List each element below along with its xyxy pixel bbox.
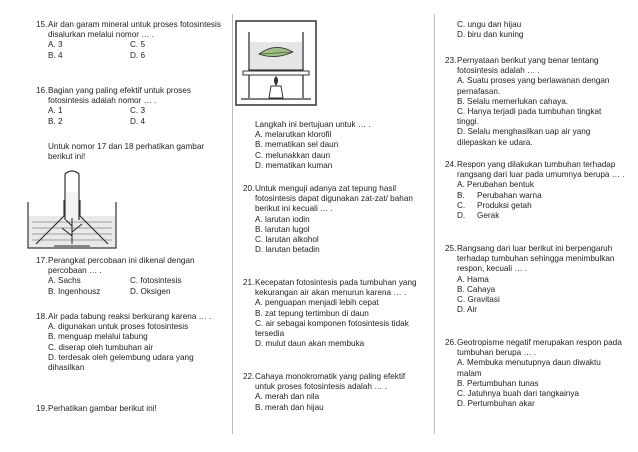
question-26: 26. Geotropisme negatif merupakan respon pada tumbuhan berupa … . A. Membuka menutupnya daun diwaktu malam B. Pertumbuhan tunas C. Jatuhnya buah dari tangkainya D. Pertumbuhan akar [445, 338, 625, 409]
question-23: 23. Pernyataan berikut yang benar tentang fotosintesis adalah … . A. Suatu proses yang berlawanan dengan pernafasan. B. Selalu memerlukan cahaya. C. Hanya terjadi pada tumbuhan tingkat tinggi. D. Selalu menghasilkan uap air yang dilepaskan ke udara. [445, 56, 625, 148]
column-divider [232, 14, 233, 434]
option-d: D. mulut daun akan membuka [255, 339, 365, 349]
option-b: B. Cahaya [457, 284, 496, 294]
question-text: Respon yang dilakukan tumbuhan terhadap rangsang dari luar pada umumnya berupa … . [457, 160, 625, 180]
question-18: 18. Air pada tabung reaksi berkurang karena … . A. digunakan untuk proses fotosintesis B. menguap melalui tabung C. diserap oleh tumbuhan air D. terdesak oleh gelembung udara yang dihasilkan [36, 312, 222, 373]
option-c: C. 3 [130, 106, 146, 116]
option-a: A. merah dan nila [255, 392, 320, 402]
question-text: Untuk menguji adanya zat tepung hasil fotosintesis dapat digunakan zat-zat/ bahan berikut ini kecuali … . [255, 184, 413, 214]
leaf-boiling-figure [235, 20, 317, 106]
option-c: C. Jatuhnya buah dari tangkainya [457, 389, 579, 399]
option-b: B. Selalu memerlukan cahaya. [457, 96, 569, 106]
option-a: A. penguapan menjadi lebih cepat [255, 298, 379, 308]
option-d: D. 4 [130, 116, 146, 126]
option-b: B. 4 [48, 50, 63, 60]
option-c: C. larutan alkohol [255, 235, 319, 245]
question-16: 16. Bagian yang paling efektif untuk proses fotosintesis adalah nomor … . A. 1 C. 3 B. 2 D. 4 [36, 86, 222, 127]
option-c: C. air sebagai komponen fotosintesis tidak tersedia [255, 318, 409, 339]
option-c: C. Produksi getah [457, 200, 532, 210]
option-b: B. 2 [48, 116, 63, 126]
option-c: C. melunakkan daun [255, 150, 331, 160]
option-d: D. larutan betadin [255, 245, 320, 255]
option-b: B. menguap melalui tabung [48, 332, 148, 342]
ingenhousz-experiment-figure [24, 170, 120, 252]
option-a: A. Hama [457, 274, 489, 284]
question-19-continued [243, 120, 427, 171]
option-c: C. diserap oleh tumbuhan air [48, 342, 154, 352]
question-text: Perangkat percobaan ini dikenal dengan percobaan … . [48, 256, 195, 276]
question-text: Pernyataan berikut yang benar tentang fotosintesis adalah … . [457, 56, 599, 76]
question-text: Air pada tabung reaksi berkurang karena … . [48, 312, 212, 321]
option-b: B. Ingenhousz [48, 286, 101, 296]
option-d: D. Gerak [457, 211, 500, 221]
question-25: 25. Rangsang dari luar berikut ini berpengaruh terhadap tumbuhan sehingga menimbulkan respon, kecuali … . A. Hama B. Cahaya C. Gravitasi D. Air [445, 244, 625, 315]
option-b: B. merah dan hijau [255, 402, 324, 412]
option-b: B. zat tepung tertimbun di daun [255, 308, 369, 318]
option-d: D. terdesak oleh gelembung udara yang dihasilkan [48, 352, 194, 373]
question-text: Air dan garam mineral untuk proses fotosintesis disalurkan melalui nomor … . [48, 20, 221, 40]
option-c: C. fotosintesis [130, 276, 182, 286]
option-c: C. ungu dan hijau [457, 20, 522, 29]
question-text: Perhatikan gambar berikut ini! [48, 404, 157, 413]
question-text: Kecepatan fotosintesis pada tumbuhan yang kekurangan air akan menurun karena … . [255, 278, 417, 298]
question-19: 19. Perhatikan gambar berikut ini! [36, 404, 157, 413]
option-d: D. Air [457, 305, 478, 315]
option-c: C. Gravitasi [457, 295, 500, 305]
option-a: A. 3 [48, 40, 63, 50]
option-a: A. digunakan untuk proses fotosintesis [48, 322, 189, 332]
option-b: B. Perubahan warna [457, 190, 542, 200]
option-a: A. Sachs [48, 276, 81, 286]
option-a: A. melarutkan klorofil [255, 130, 332, 140]
option-b: B. Pertumbuhan tunas [457, 378, 539, 388]
option-a: A. larutan iodin [255, 214, 310, 224]
option-a: A. 1 [48, 106, 63, 116]
option-b: B. mematikan sel daun [255, 140, 339, 150]
question-17: 17. Perangkat percobaan ini dikenal dengan percobaan … . A. Sachs C. fotosintesis B. Ingenhousz D. Oksigen [36, 256, 222, 297]
question-text: Bagian yang paling efektif untuk proses fotosintesis adalah nomor … . [48, 86, 191, 106]
question-22-continued [445, 20, 625, 40]
question-22: 22. Cahaya monokromatik yang paling efektif untuk proses fotosintesis adalah … . A. merah dan nila B. merah dan hijau [243, 372, 427, 413]
question-text: Rangsang dari luar berikut ini berpengaruh terhadap tumbuhan sehingga menimbulkan respon, kecuali … . [457, 244, 615, 274]
question-text: Geotropisme negatif merupakan respon pada tumbuhan berupa … . [457, 338, 622, 358]
question-15: 15. Air dan garam mineral untuk proses fotosintesis disalurkan melalui nomor … . A. 3 C. 5 B. 4 D. 6 [36, 20, 221, 60]
option-d: D. Oksigen [130, 286, 171, 296]
column-divider [434, 14, 435, 434]
option-d: D. biru dan kuning [457, 30, 524, 40]
option-b: B. larutan lugol [255, 224, 310, 234]
option-c: C. 5 [130, 40, 146, 50]
option-d: D. Selalu menghasilkan uap air yang dilepaskan ke udara. [457, 127, 591, 147]
option-a: A. Suatu proses yang berlawanan dengan pernafasan. [457, 76, 610, 96]
option-d: D. mematikan kuman [255, 160, 333, 170]
question-text: Cahaya monokromatik yang paling efektif untuk proses fotosintesis adalah … . [255, 372, 406, 392]
question-21: 21. Kecepatan fotosintesis pada tumbuhan yang kekurangan air akan menurun karena … . A. penguapan menjadi lebih cepat B. zat tepung tertimbun di daun C. air sebagai komponen fotosintesis tidak tersedia D. mulut daun akan membuka [243, 278, 427, 349]
question-20: 20. Untuk menguji adanya zat tepung hasil fotosintesis dapat digunakan zat-zat/ bahan berikut ini kecuali … . A. larutan iodin B. larutan lugol C. larutan alkohol D. larutan betadin [243, 184, 427, 255]
option-c: C. Hanya terjadi pada tumbuhan tingkat tinggi. [457, 107, 602, 127]
option-a: A. Perubahan bentuk [457, 180, 534, 190]
option-a: A. Membuka menutupnya daun diwaktu malam [457, 358, 601, 378]
question-text: Langkah ini bertujuan untuk … . [255, 120, 371, 129]
question-24: 24. Respon yang dilakukan tumbuhan terhadap rangsang dari luar pada umumnya berupa … . A. Perubahan bentuk B. Perubahan warna C. Produksi getah D. Gerak [445, 160, 625, 221]
option-d: D. 6 [130, 50, 146, 60]
instruction-note: Untuk nomor 17 dan 18 perhatikan gambar berikut ini! [48, 142, 205, 162]
option-d: D. Pertumbuhan akar [457, 399, 535, 409]
